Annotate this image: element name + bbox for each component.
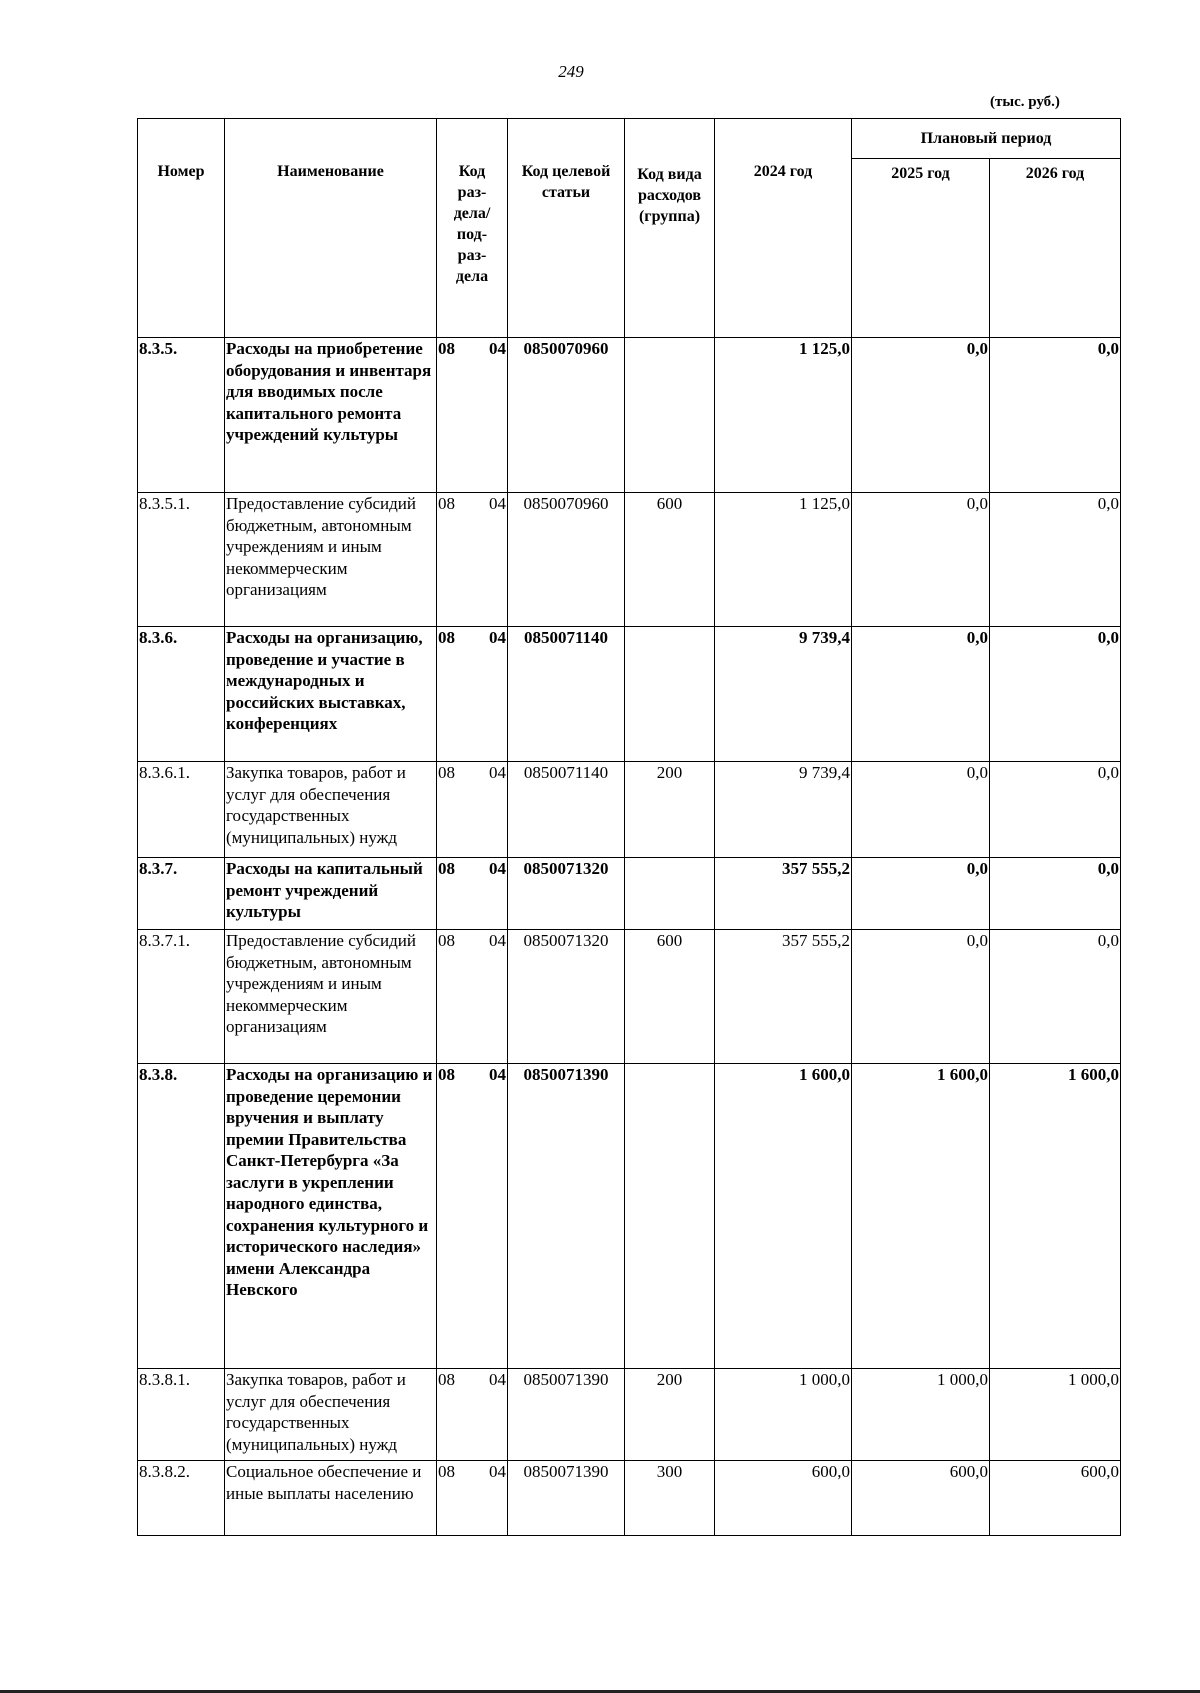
row-value-2024: 1 125,0 xyxy=(715,338,852,493)
row-value-2024: 1 000,0 xyxy=(715,1369,852,1461)
header-target-code: Код целевой статьи xyxy=(508,119,625,338)
row-section: 08 xyxy=(438,1462,455,1481)
row-number: 8.3.5. xyxy=(138,338,225,493)
row-target-code: 0850071390 xyxy=(508,1064,625,1369)
header-expense-type: Код вида расходов (группа) xyxy=(625,119,715,338)
row-expense-type: 600 xyxy=(625,493,715,627)
row-subsection: 04 xyxy=(489,494,506,513)
row-value-2026: 1 600,0 xyxy=(990,1064,1121,1369)
row-section: 08 xyxy=(438,1065,455,1084)
row-value-2025: 0,0 xyxy=(852,338,990,493)
table-row xyxy=(138,1461,1121,1536)
budget-table xyxy=(137,118,1121,1536)
row-section: 08 xyxy=(438,494,455,513)
row-value-2025: 0,0 xyxy=(852,493,990,627)
row-expense-type: 600 xyxy=(625,930,715,1064)
row-name: Предоставление субсидий бюджетным, автономным учреждениям и иным некоммерческим организациям xyxy=(225,493,437,627)
row-value-2024: 9 739,4 xyxy=(715,762,852,858)
row-subsection: 04 xyxy=(489,1462,506,1481)
row-number: 8.3.7.1. xyxy=(138,930,225,1064)
row-expense-type: 200 xyxy=(625,1369,715,1461)
row-name: Закупка товаров, работ и услуг для обеспечения государственных (муниципальных) нужд xyxy=(225,1369,437,1461)
header-name: Наименование xyxy=(225,119,437,338)
table-body xyxy=(138,338,1121,1536)
row-name: Расходы на приобретение оборудования и инвентаря для вводимых после капитального ремонта учреждений культуры xyxy=(225,338,437,493)
header-section-code: Код раз-дела/ под-раз-дела xyxy=(437,119,508,338)
row-number: 8.3.5.1. xyxy=(138,493,225,627)
row-value-2025: 600,0 xyxy=(852,1461,990,1536)
row-section: 08 xyxy=(438,931,455,950)
row-section-code xyxy=(437,858,508,930)
row-number: 8.3.6.1. xyxy=(138,762,225,858)
row-subsection: 04 xyxy=(489,628,506,647)
row-value-2025: 0,0 xyxy=(852,762,990,858)
table-row xyxy=(138,858,1121,930)
row-subsection: 04 xyxy=(489,763,506,782)
row-name: Социальное обеспечение и иные выплаты населению xyxy=(225,1461,437,1536)
row-section-code xyxy=(437,930,508,1064)
units-label: (тыс. руб.) xyxy=(990,94,1060,110)
header-2024: 2024 год xyxy=(715,119,852,338)
row-number: 8.3.8.1. xyxy=(138,1369,225,1461)
row-number: 8.3.6. xyxy=(138,627,225,762)
row-section-code xyxy=(437,1461,508,1536)
row-value-2026: 0,0 xyxy=(990,338,1121,493)
row-section: 08 xyxy=(438,859,455,878)
row-value-2026: 0,0 xyxy=(990,762,1121,858)
table-row xyxy=(138,1369,1121,1461)
row-target-code: 0850071140 xyxy=(508,762,625,858)
header-planned-period: Плановый период xyxy=(852,119,1121,159)
row-value-2025: 0,0 xyxy=(852,627,990,762)
table-row xyxy=(138,493,1121,627)
row-value-2024: 357 555,2 xyxy=(715,930,852,1064)
row-name: Предоставление субсидий бюджетным, автономным учреждениям и иным некоммерческим организациям xyxy=(225,930,437,1064)
row-expense-type xyxy=(625,338,715,493)
row-expense-type: 300 xyxy=(625,1461,715,1536)
row-value-2024: 1 600,0 xyxy=(715,1064,852,1369)
row-expense-type xyxy=(625,1064,715,1369)
row-expense-type: 200 xyxy=(625,762,715,858)
row-name: Расходы на капитальный ремонт учреждений культуры xyxy=(225,858,437,930)
row-section: 08 xyxy=(438,763,455,782)
table-row xyxy=(138,338,1121,493)
row-section: 08 xyxy=(438,1370,455,1389)
row-subsection: 04 xyxy=(489,339,506,358)
row-value-2026: 600,0 xyxy=(990,1461,1121,1536)
header-2025: 2025 год xyxy=(852,159,990,338)
row-value-2025: 0,0 xyxy=(852,930,990,1064)
row-name: Расходы на организацию и проведение церемонии вручения и выплату премии Правительства Санкт-Петербурга «За заслуги в укреплении народного единства, сохранения культурного и исторического наследия» имени Александра Невского xyxy=(225,1064,437,1369)
row-target-code: 0850071320 xyxy=(508,930,625,1064)
row-value-2026: 0,0 xyxy=(990,493,1121,627)
row-section-code xyxy=(437,1064,508,1369)
row-subsection: 04 xyxy=(489,1065,506,1084)
row-value-2024: 9 739,4 xyxy=(715,627,852,762)
row-section-code xyxy=(437,627,508,762)
row-value-2026: 0,0 xyxy=(990,627,1121,762)
row-section-code xyxy=(437,493,508,627)
row-section-code xyxy=(437,338,508,493)
row-number: 8.3.8.2. xyxy=(138,1461,225,1536)
row-name: Закупка товаров, работ и услуг для обеспечения государственных (муниципальных) нужд xyxy=(225,762,437,858)
row-value-2025: 0,0 xyxy=(852,858,990,930)
header-2026: 2026 год xyxy=(990,159,1121,338)
row-value-2026: 0,0 xyxy=(990,930,1121,1064)
row-section: 08 xyxy=(438,339,455,358)
row-target-code: 0850070960 xyxy=(508,338,625,493)
row-section: 08 xyxy=(438,628,455,647)
header-number: Номер xyxy=(138,119,225,338)
row-subsection: 04 xyxy=(489,1370,506,1389)
row-value-2025: 1 000,0 xyxy=(852,1369,990,1461)
row-target-code: 0850071320 xyxy=(508,858,625,930)
row-subsection: 04 xyxy=(489,931,506,950)
row-target-code: 0850071390 xyxy=(508,1369,625,1461)
row-value-2025: 1 600,0 xyxy=(852,1064,990,1369)
row-value-2024: 357 555,2 xyxy=(715,858,852,930)
table-row xyxy=(138,930,1121,1064)
row-value-2026: 1 000,0 xyxy=(990,1369,1121,1461)
table-row xyxy=(138,762,1121,858)
row-value-2026: 0,0 xyxy=(990,858,1121,930)
row-section-code xyxy=(437,1369,508,1461)
row-name: Расходы на организацию, проведение и участие в международных и российских выставках, конференциях xyxy=(225,627,437,762)
row-target-code: 0850071140 xyxy=(508,627,625,762)
table-row xyxy=(138,627,1121,762)
row-target-code: 0850071390 xyxy=(508,1461,625,1536)
page-number: 249 xyxy=(558,62,584,81)
row-section-code xyxy=(437,762,508,858)
row-number: 8.3.8. xyxy=(138,1064,225,1369)
row-number: 8.3.7. xyxy=(138,858,225,930)
row-expense-type xyxy=(625,627,715,762)
row-value-2024: 600,0 xyxy=(715,1461,852,1536)
row-expense-type xyxy=(625,858,715,930)
row-target-code: 0850070960 xyxy=(508,493,625,627)
row-value-2024: 1 125,0 xyxy=(715,493,852,627)
row-subsection: 04 xyxy=(489,859,506,878)
table-row xyxy=(138,1064,1121,1369)
